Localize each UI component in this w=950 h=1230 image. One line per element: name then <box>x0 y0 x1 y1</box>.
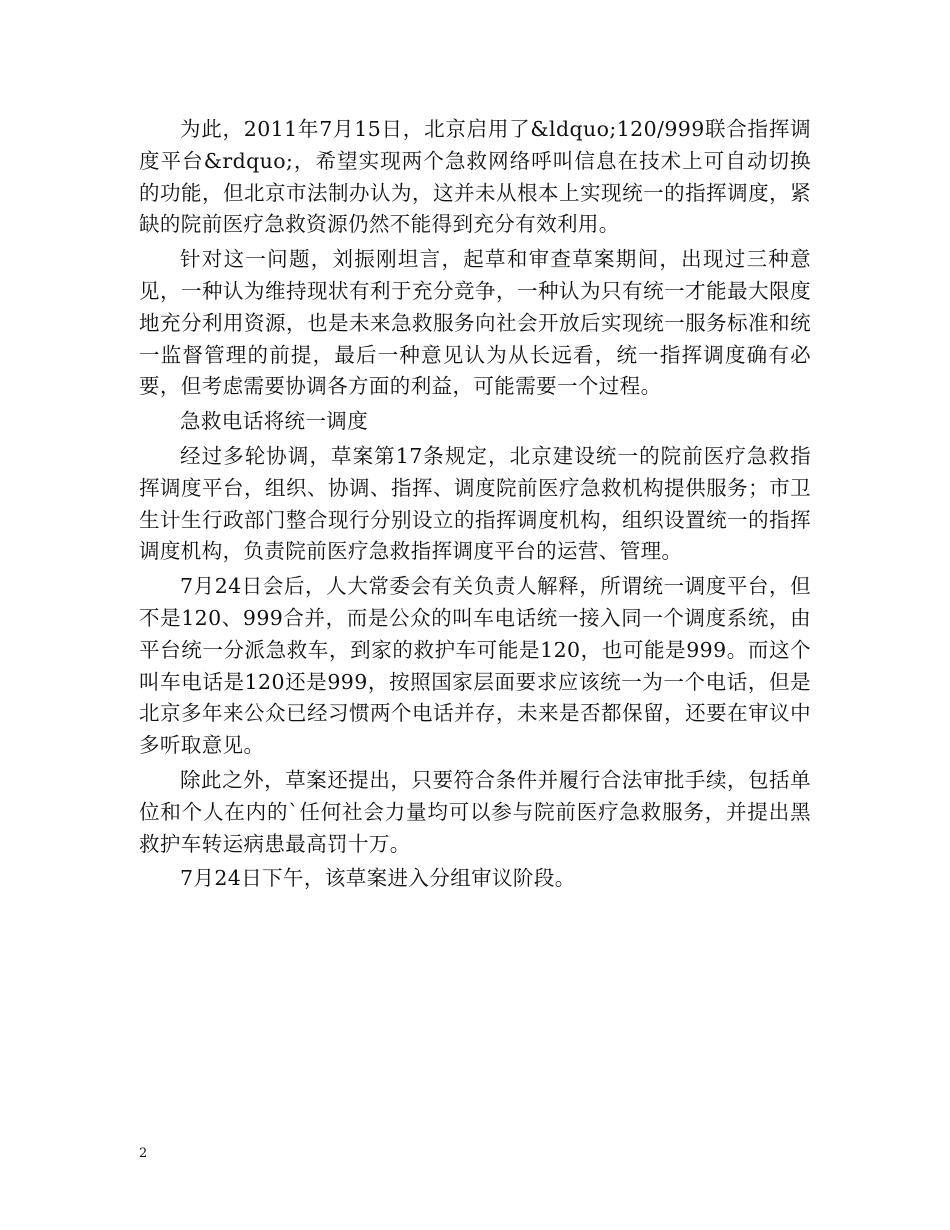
paragraph: 7月24日会后，人大常委会有关负责人解释，所谓统一调度平台，但不是120、999合并，而是公众的叫车电话统一接入同一个调度系统，由平台统一分派急救车，到家的救护车可能是120，也可能是999。而这个叫车电话是120还是999，按照国家层面要求应该统一为一个电话，但是北京多年来公众已经习惯两个电话并存，未来是否都保留，还要在审议中多听取意见。 <box>139 574 811 758</box>
page-number: 2 <box>139 1146 148 1161</box>
document-body <box>139 114 811 898</box>
paragraph: 7月24日下午，该草案进入分组审议阶段。 <box>180 866 576 891</box>
section-heading: 急救电话将统一调度 <box>180 409 369 434</box>
paragraph: 除此之外，草案还提出，只要符合条件并履行合法审批手续，包括单位和个人在内的`任何社会力量均可以参与院前医疗急救服务，并提出黑救护车转运病患最高罚十万。 <box>139 767 811 856</box>
paragraph: 针对这一问题，刘振刚坦言，起草和审查草案期间，出现过三种意见，一种认为维持现状有利于充分竞争，一种认为只有统一才能最大限度地充分利用资源，也是未来急救服务向社会开放后实现统一服务标准和统一监督管理的前提，最后一种意见认为从长远看，统一指挥调度确有必要，但考虑需要协调各方面的利益，可能需要一个过程。 <box>139 247 811 399</box>
paragraph: 经过多轮协调，草案第17条规定，北京建设统一的院前医疗急救指挥调度平台，组织、协调、指挥、调度院前医疗急救机构提供服务；市卫生计生行政部门整合现行分别设立的指挥调度机构，组织设置统一的指挥调度机构，负责院前医疗急救指挥调度平台的运营、管理。 <box>139 443 811 564</box>
paragraph: 为此，2011年7月15日，北京启用了&ldquo;120/999联合指挥调度平台&rdquo;，希望实现两个急救网络呼叫信息在技术上可自动切换的功能，但北京市法制办认为，这并未从根本上实现统一的指挥调度，紧缺的院前医疗急救资源仍然不能得到充分有效利用。 <box>139 117 811 237</box>
